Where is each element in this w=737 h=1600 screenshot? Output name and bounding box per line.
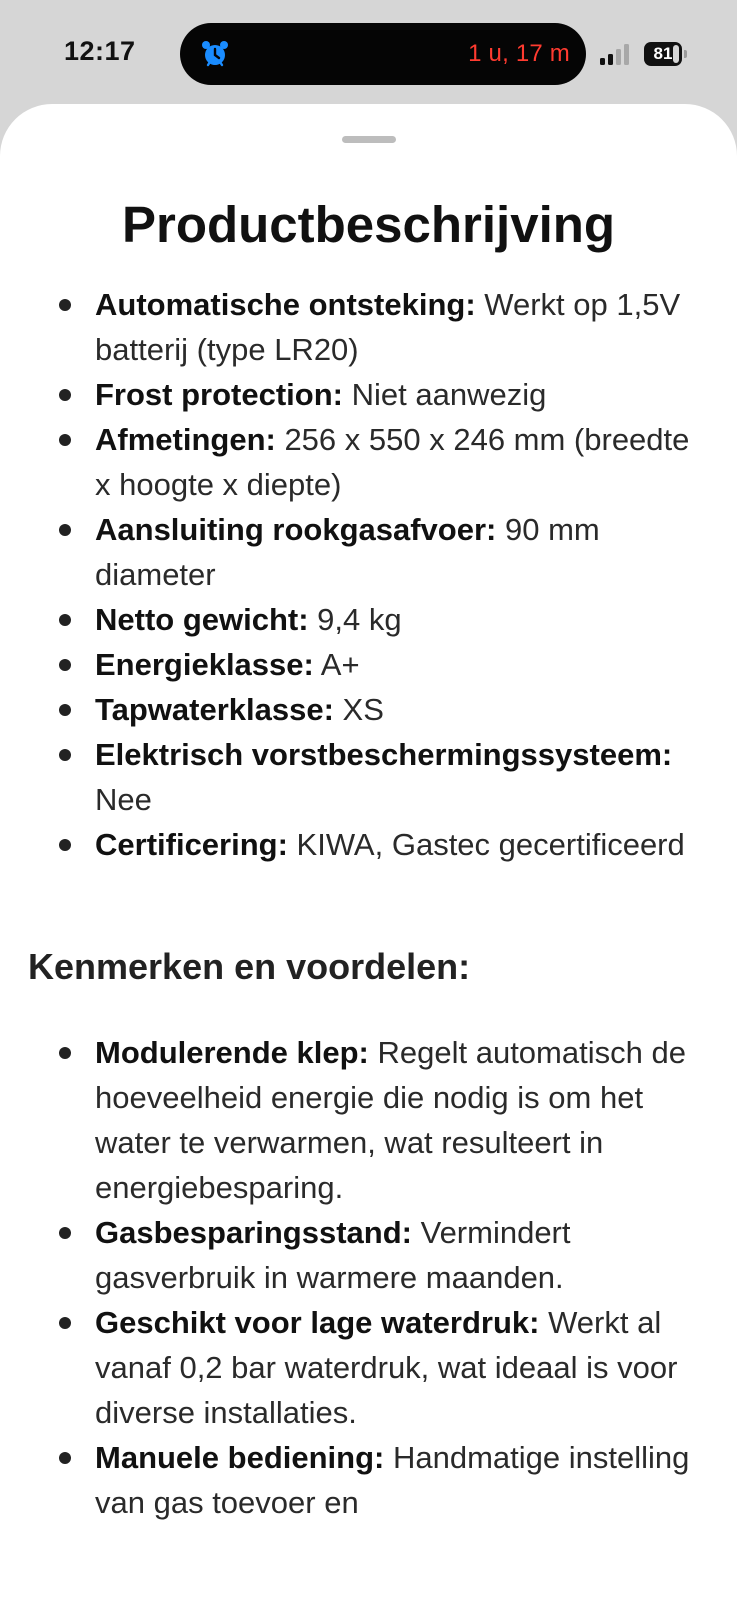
list-item bbox=[0, 417, 737, 507]
item-label: Frost protection: bbox=[95, 377, 343, 412]
item-label: Elektrisch vorstbeschermingssysteem: bbox=[95, 737, 673, 772]
list-item bbox=[0, 642, 737, 687]
dynamic-island[interactable] bbox=[180, 23, 586, 85]
cellular-signal-icon bbox=[600, 43, 634, 65]
item-label: Tapwaterklasse: bbox=[95, 692, 334, 727]
bullet-icon bbox=[59, 1227, 71, 1239]
list-item bbox=[0, 687, 737, 732]
battery-icon bbox=[644, 42, 688, 66]
item-label: Gasbesparingsstand: bbox=[95, 1215, 412, 1250]
item-value: Handmatige instelling van gas toevoer en bbox=[95, 1440, 690, 1520]
bullet-icon bbox=[59, 659, 71, 671]
item-label: Aansluiting rookgasafvoer: bbox=[95, 512, 497, 547]
list-item bbox=[0, 1210, 737, 1300]
item-value: Vermindert gasverbruik in warmere maanden. bbox=[95, 1215, 571, 1295]
bullet-icon bbox=[59, 524, 71, 536]
timer-countdown: 1 u, 17 m bbox=[468, 40, 570, 67]
bullet-icon bbox=[59, 614, 71, 626]
bullet-icon bbox=[59, 434, 71, 446]
list-item bbox=[0, 282, 737, 372]
item-value: Niet aanwezig bbox=[343, 377, 547, 412]
bullet-icon bbox=[59, 839, 71, 851]
list-item bbox=[0, 372, 737, 417]
list-item bbox=[0, 1300, 737, 1435]
item-value: Werkt al vanaf 0,2 bar waterdruk, wat ideaal is voor diverse installaties. bbox=[95, 1305, 678, 1430]
list-item bbox=[0, 732, 737, 822]
item-label: Netto gewicht: bbox=[95, 602, 309, 637]
bullet-icon bbox=[59, 704, 71, 716]
bullet-icon bbox=[59, 1317, 71, 1329]
bullet-icon bbox=[59, 749, 71, 761]
item-label: Automatische ontsteking: bbox=[95, 287, 476, 322]
item-value: A+ bbox=[313, 647, 360, 682]
bullet-icon bbox=[59, 389, 71, 401]
item-value: 90 mm diameter bbox=[95, 512, 600, 592]
item-label: Manuele bediening: bbox=[95, 1440, 385, 1475]
item-label: Modulerende klep: bbox=[95, 1035, 369, 1070]
bullet-icon bbox=[59, 1047, 71, 1059]
list-item bbox=[0, 1435, 737, 1525]
battery-percentage: 81 bbox=[653, 44, 673, 63]
product-sheet bbox=[0, 104, 737, 1600]
item-value: Regelt automatisch de hoeveelheid energie die nodig is om het water te verwarmen, wat resulteert in energiebesparing. bbox=[95, 1035, 686, 1205]
item-value: 256 x 550 x 246 mm (breedte x hoogte x diepte) bbox=[95, 422, 690, 502]
list-item bbox=[0, 822, 737, 867]
item-value: Werkt op 1,5V batterij (type LR20) bbox=[95, 287, 681, 367]
features-list bbox=[0, 1030, 737, 1525]
item-label: Energieklasse: bbox=[95, 647, 314, 682]
features-heading: Kenmerken en voordelen: bbox=[28, 946, 471, 987]
item-value: XS bbox=[333, 692, 384, 727]
list-item bbox=[0, 597, 737, 642]
item-value: Nee bbox=[95, 782, 152, 817]
bullet-icon bbox=[59, 299, 71, 311]
list-item bbox=[0, 507, 737, 597]
spec-list bbox=[0, 282, 737, 867]
item-label: Geschikt voor lage waterdruk: bbox=[95, 1305, 540, 1340]
item-value: KIWA, Gastec gecertificeerd bbox=[287, 827, 685, 862]
item-label: Afmetingen: bbox=[95, 422, 276, 457]
alarm-clock-icon bbox=[200, 39, 230, 69]
bullet-icon bbox=[59, 1452, 71, 1464]
battery-tip bbox=[684, 50, 687, 58]
list-item bbox=[0, 1030, 737, 1210]
item-label: Certificering: bbox=[95, 827, 288, 862]
sheet-grabber[interactable] bbox=[342, 136, 396, 143]
item-value: 9,4 kg bbox=[308, 602, 402, 637]
status-bar bbox=[0, 0, 737, 104]
status-time: 12:17 bbox=[64, 36, 136, 66]
page-title: Productbeschrijving bbox=[121, 196, 616, 253]
